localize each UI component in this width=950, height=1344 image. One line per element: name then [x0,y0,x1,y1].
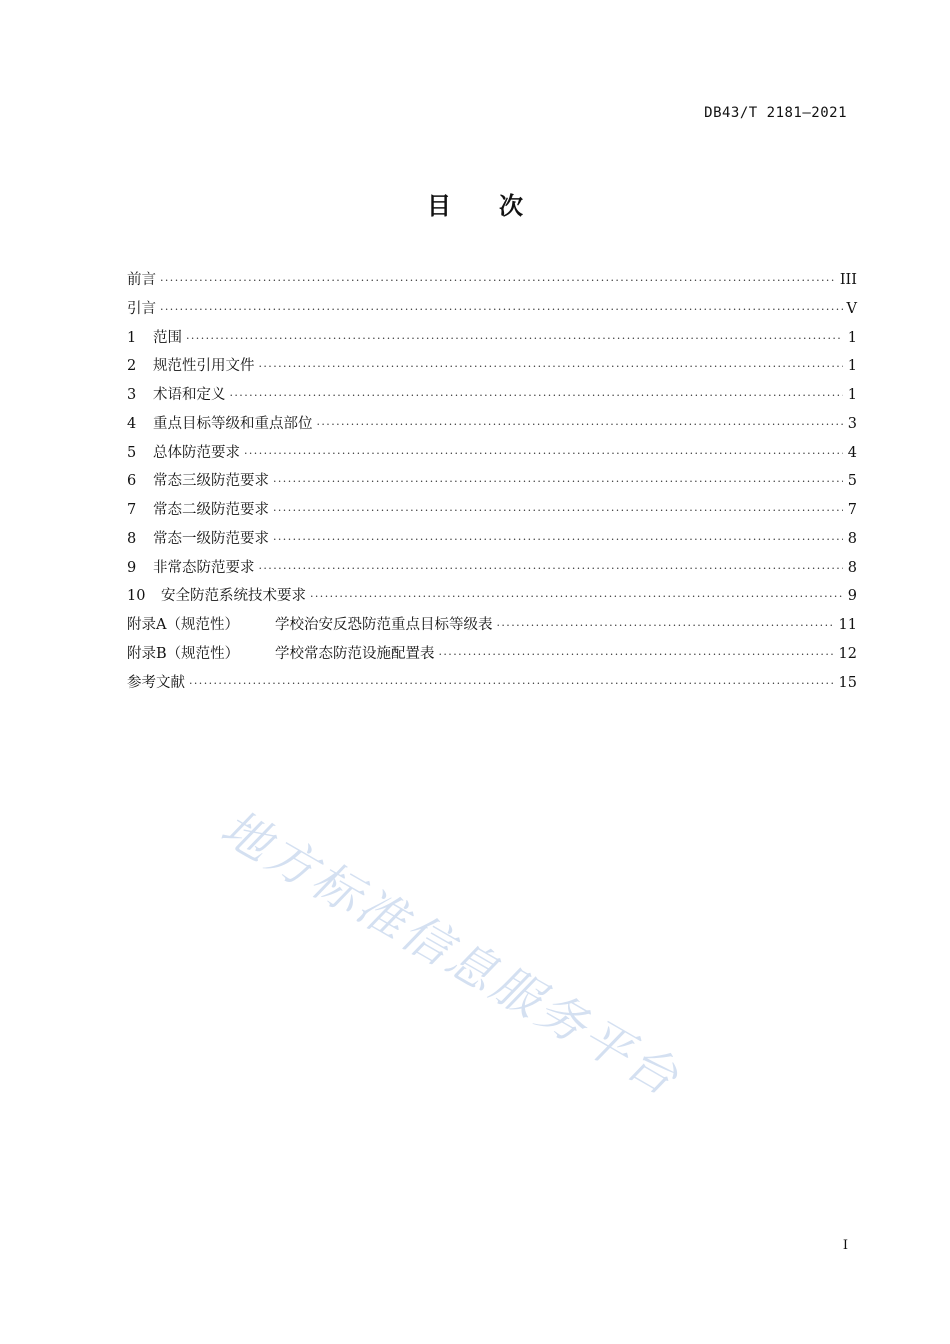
toc-label: 学校治安反恐防范重点目标等级表 [275,617,493,633]
toc-page: 1 [847,329,857,346]
dot-leader [160,296,843,325]
dot-leader [160,267,836,296]
toc-number: 2 [127,358,137,375]
dot-leader [259,555,844,584]
table-of-contents [127,266,857,697]
toc-entry-introduction[interactable] [127,295,857,324]
page-number: I [842,1238,848,1253]
dot-leader [189,670,835,699]
toc-label: 重点目标等级和重点部位 [153,415,313,432]
toc-label: 安全防范系统技术要求 [161,588,306,605]
toc-label: 规范性引用文件 [153,358,255,375]
toc-page: 11 [838,617,857,633]
dot-leader [273,526,843,555]
dot-leader [259,353,844,382]
dot-leader [273,497,843,526]
toc-appendix-number: 附录B（规范性） [127,645,240,662]
toc-label: 非常态防范要求 [153,559,255,576]
toc-entry-2[interactable] [127,352,857,381]
toc-entry-9[interactable] [127,554,857,583]
toc-appendix-number: 附录A（规范性） [127,617,239,633]
toc-page: 7 [847,502,857,518]
toc-label: 常态一级防范要求 [153,530,269,547]
toc-entry-7[interactable] [127,496,857,525]
dot-leader [497,612,835,641]
page-title [0,186,950,221]
toc-entry-10[interactable] [127,582,857,611]
document-code: DB43/T 2181—2021 [704,105,847,121]
toc-page: 5 [847,473,857,490]
toc-entry-8[interactable] [127,525,857,554]
dot-leader [230,382,844,411]
toc-page: 15 [838,674,857,691]
toc-entry-appendix-a[interactable] [127,611,857,640]
toc-label: 引言 [127,300,156,317]
dot-leader [273,468,843,497]
toc-number: 10 [127,588,146,605]
toc-page: 8 [847,559,857,576]
toc-page: V [846,300,857,317]
toc-label: 学校常态防范设施配置表 [275,645,435,662]
toc-page: 4 [847,444,857,461]
title-char-2: 次 [499,192,523,220]
toc-page: 9 [847,588,857,605]
toc-number: 8 [127,530,137,547]
toc-number: 4 [127,415,137,432]
toc-number: 1 [127,329,137,346]
toc-page: 12 [838,645,857,662]
toc-entry-5[interactable] [127,439,857,468]
dot-leader [244,440,843,469]
toc-number: 3 [127,387,137,403]
toc-number: 5 [127,444,137,461]
dot-leader [317,411,844,440]
dot-leader [310,583,843,612]
dot-leader [186,325,843,354]
toc-page: 1 [847,387,857,403]
dot-leader [439,641,835,670]
toc-label: 常态三级防范要求 [153,473,269,490]
toc-label: 前言 [127,272,156,288]
toc-page: 8 [847,530,857,547]
toc-entry-foreword[interactable] [127,266,857,295]
toc-entry-6[interactable] [127,467,857,496]
toc-label: 常态二级防范要求 [153,502,269,518]
toc-entry-3[interactable] [127,381,857,410]
toc-label: 参考文献 [127,674,185,691]
toc-number: 6 [127,473,137,490]
toc-page: 3 [847,415,857,432]
toc-entry-references[interactable] [127,669,857,698]
toc-label: 术语和定义 [153,387,226,403]
toc-number: 7 [127,502,137,518]
toc-page: III [839,272,857,288]
toc-number: 9 [127,559,137,576]
toc-page: 1 [847,358,857,375]
title-char-1: 目 [427,192,451,220]
toc-label: 总体防范要求 [153,444,240,461]
toc-label: 范围 [153,329,182,346]
toc-entry-appendix-b[interactable] [127,640,857,669]
toc-entry-1[interactable] [127,324,857,353]
watermark: 地方标准信息服务平台 [211,799,690,1109]
toc-entry-4[interactable] [127,410,857,439]
